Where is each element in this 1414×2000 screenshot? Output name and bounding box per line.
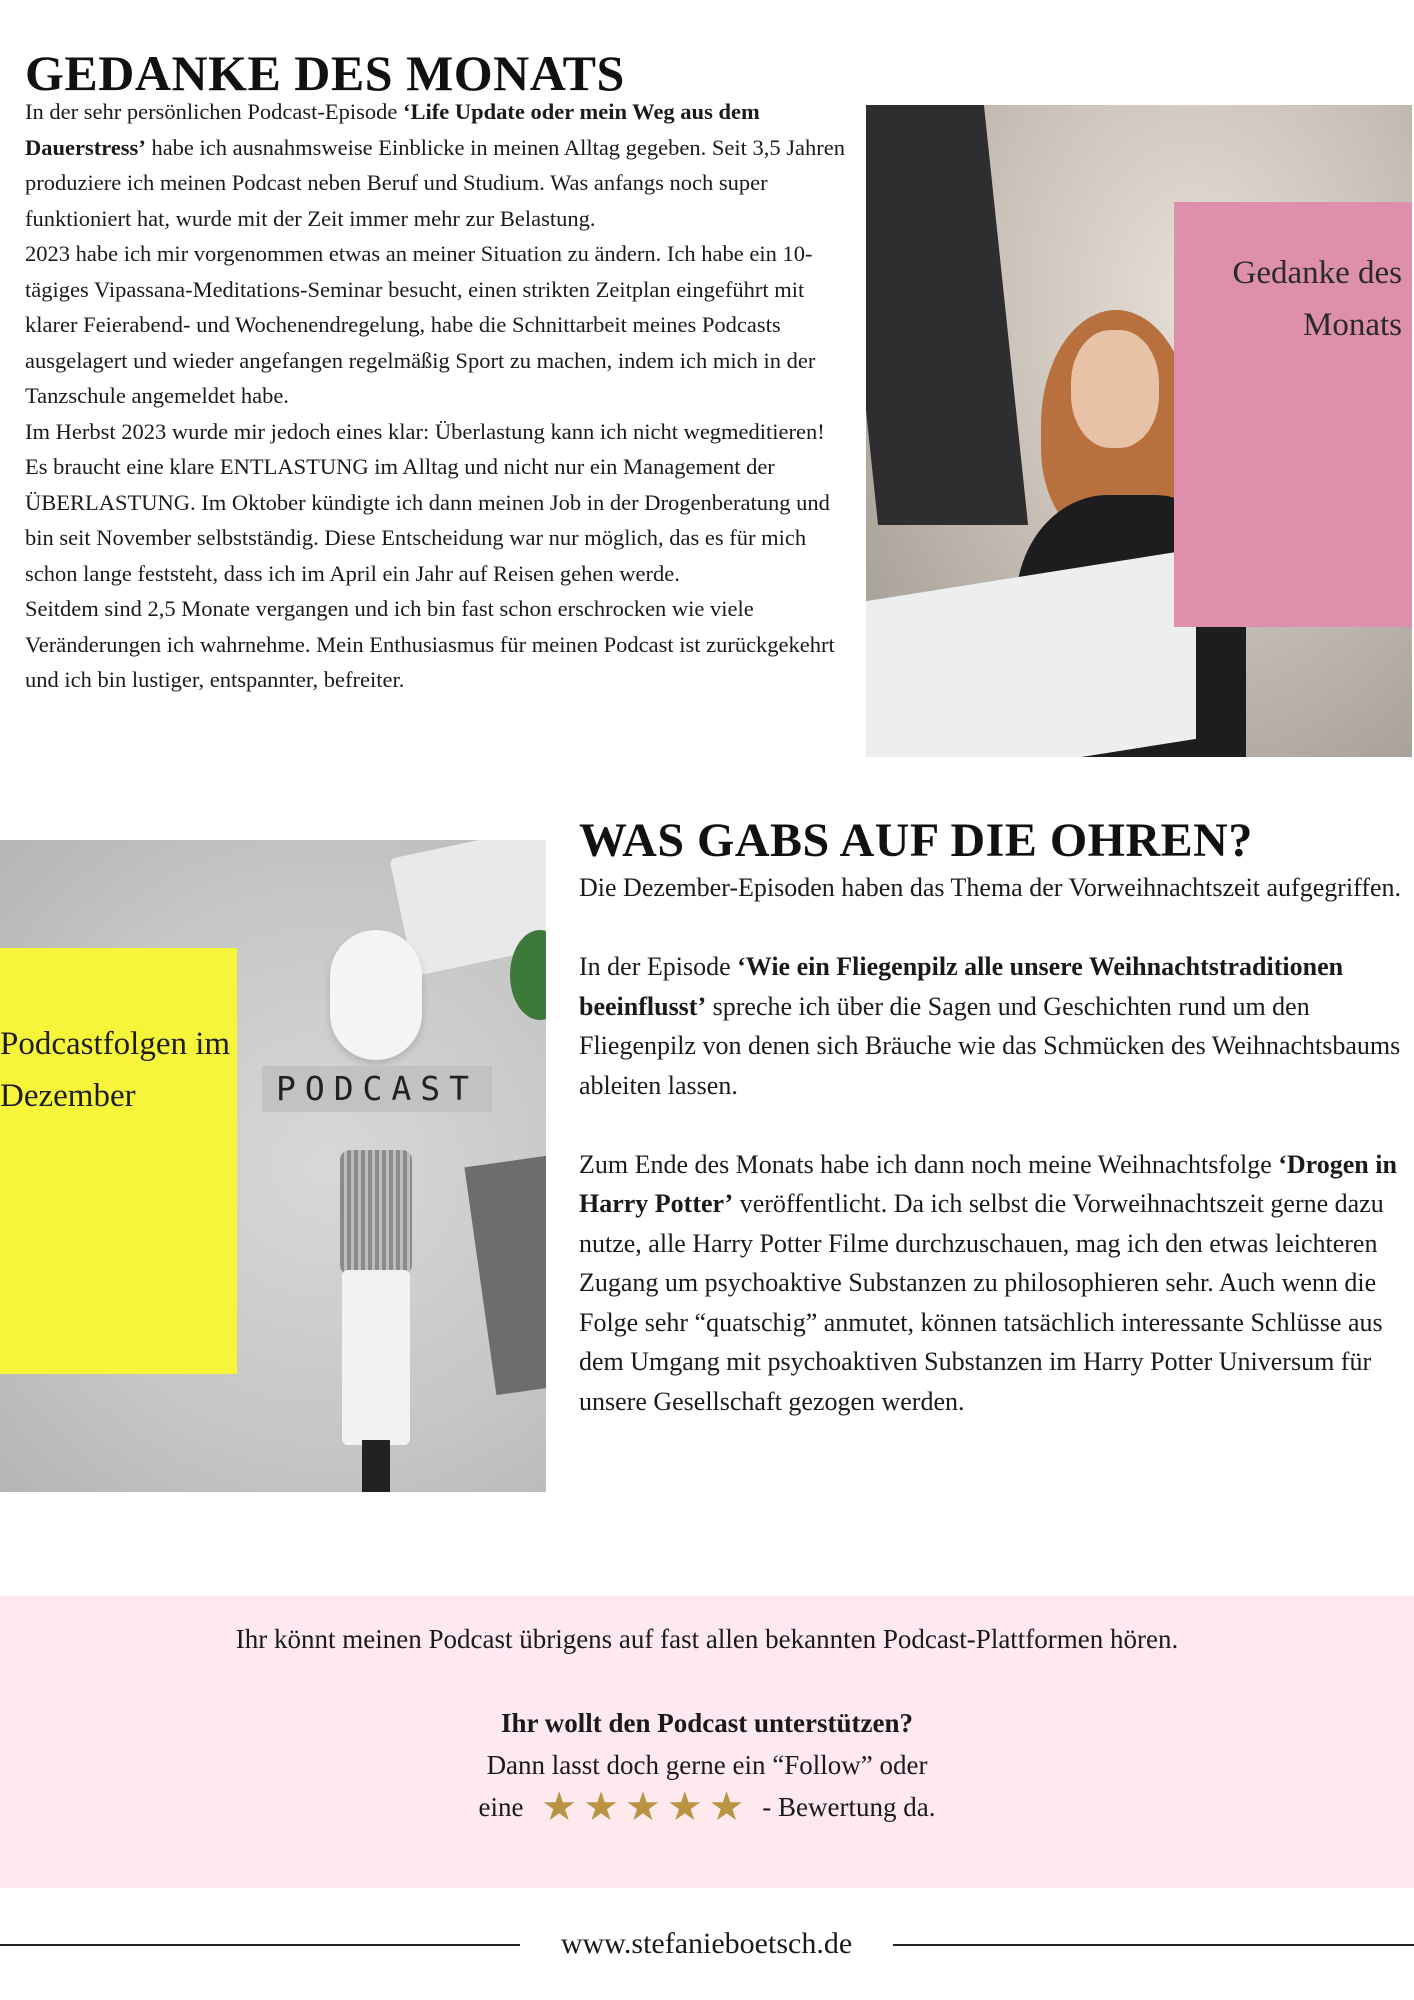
- text-span: Zum Ende des Monats habe ich dann noch meine Weihnachtsfolge: [579, 1149, 1279, 1179]
- gedanke-paragraph-2: 2023 habe ich mir vorgenommen etwas an meiner Situation zu ändern. Ich habe ein 10-tägiges Vipassana-Meditations-Seminar besucht, einen strikten Zeitplan eingeführt mit klarer Feierabend- und Wochenendregelung, habe die Schnittarbeit meines Podcasts ausgelagert und wieder angefangen regelmäßig Sport zu machen, indem ich mich in der Tanzschule angemeldet habe.: [25, 241, 816, 408]
- star-icon: ★: [541, 1784, 578, 1830]
- text-span: In der sehr persönlichen Podcast-Episode: [25, 99, 404, 124]
- podcast-flatlay-photo: [0, 840, 546, 1492]
- support-rating-suffix: - Bewertung da.: [762, 1792, 936, 1822]
- star-icon: ★: [666, 1784, 703, 1830]
- support-rating-line: [0, 1786, 1414, 1832]
- ohren-episode-1: [579, 947, 1409, 1105]
- rating-stars: [538, 1784, 747, 1832]
- text-span: habe ich ausnahmsweise Einblicke in meinen Alltag gegeben. Seit 3,5 Jahren produziere ich meinen Podcast neben Beruf und Studium. Was anfangs noch super funktioniert hat, wurde mit der Zeit immer mehr zur Belastung.: [25, 134, 845, 231]
- gedanke-caption-box: [1174, 202, 1412, 627]
- microphone-connector: [362, 1440, 390, 1492]
- support-question: Ihr wollt den Podcast unterstützen?: [500, 1708, 913, 1738]
- star-icon: ★: [583, 1784, 619, 1830]
- gedanke-paragraph-1: [25, 94, 845, 236]
- microphone-body: [342, 1270, 410, 1445]
- heading-was-gabs-auf-die-ohren: WAS GABS AUF DIE OHREN?: [579, 814, 1253, 867]
- ohren-intro: Die Dezember-Episoden haben das Thema der Vorweihnachtszeit aufgegriffen.: [579, 873, 1402, 902]
- gedanke-text-block: [25, 94, 845, 698]
- episode-title-fliegenpilz: ‘Wie ein Fliegenpilz alle unsere Weihnachtstraditionen beeinflusst’: [579, 952, 1344, 1021]
- text-span: spreche ich über die Sagen und Geschichten rund um den Fliegenpilz von denen sich Bräuche wie das Schmücken des Weihnachtsbaums ableiten lassen.: [579, 991, 1401, 1100]
- gedanke-caption-text: Gedanke des Monats: [1232, 255, 1402, 343]
- episode-title-life-update: ‘Life Update oder mein Weg aus dem Dauerstress’: [25, 99, 760, 160]
- microphone-head: [340, 1150, 412, 1275]
- photo-podcast-letters: PODCAST: [262, 1066, 492, 1112]
- photo-book: [464, 1155, 546, 1395]
- gedanke-paragraph-3: Im Herbst 2023 wurde mir jedoch eines klar: Überlastung kann ich nicht wegmeditieren! Es braucht eine klare ENTLASTUNG im Alltag und nicht nur ein Management der ÜBERLASTUNG. Im Oktober kündigte ich dann meinen Job in der Drogenberatung und bin seit November selbstständig. Diese Entscheidung war nur möglich, das es für mich schon lange feststeht, dass ich im April ein Jahr auf Reisen gehen werde.: [25, 418, 830, 586]
- speaker-photo: [866, 105, 1412, 757]
- website-link[interactable]: www.stefanieboetsch.de: [560, 1927, 853, 1960]
- ohren-text-block: [579, 868, 1409, 1421]
- gedanke-paragraph-4: Seitdem sind 2,5 Monate vergangen und ich bin fast schon erschrocken wie viele Veränderungen ich wahrnehme. Mein Enthusiasmus für meinen Podcast ist zurückgekehrt und ich bin lustiger, entspannter, befreiter.: [25, 596, 835, 692]
- photo-speaker-face: [1071, 330, 1159, 448]
- support-follow-text: Dann lasst doch gerne ein “Follow” oder: [486, 1750, 928, 1780]
- episode-title-harry-potter: ‘Drogen in Harry Potter’: [579, 1149, 1397, 1218]
- podcastfolgen-caption-box: [0, 948, 237, 1374]
- text-span: In der Episode: [579, 952, 738, 981]
- footer-divider-left: [0, 1944, 520, 1946]
- photo-mouse: [330, 930, 422, 1060]
- star-icon: ★: [708, 1784, 745, 1830]
- support-box: [0, 1596, 1414, 1888]
- star-icon: ★: [624, 1784, 661, 1830]
- text-span: veröffentlicht. Da ich selbst die Vorweihnachtszeit gerne dazu nutze, alle Harry Potter Filme durchzuschauen, mag ich den etwas leichteren Zugang um psychoaktive Substanzen zu philosophieren sehr. Auch wenn die Folge sehr “quatschig” anmutet, können tatsächlich interessante Schlüsse aus dem Umgang mit psychoaktiven Substanzen im Harry Potter Universum für unsere Gesellschaft gezogen werden.: [579, 1189, 1384, 1416]
- heading-gedanke-des-monats: GEDANKE DES MONATS: [25, 45, 625, 101]
- footer-divider-right: [893, 1944, 1414, 1946]
- podcastfolgen-caption-text: Podcastfolgen im Dezember: [0, 1026, 231, 1114]
- support-platforms-text: Ihr könnt meinen Podcast übrigens auf fast allen bekannten Podcast-Plattformen hören.: [235, 1624, 1179, 1654]
- support-rating-prefix: eine: [478, 1792, 524, 1822]
- ohren-episode-2: [579, 1145, 1409, 1422]
